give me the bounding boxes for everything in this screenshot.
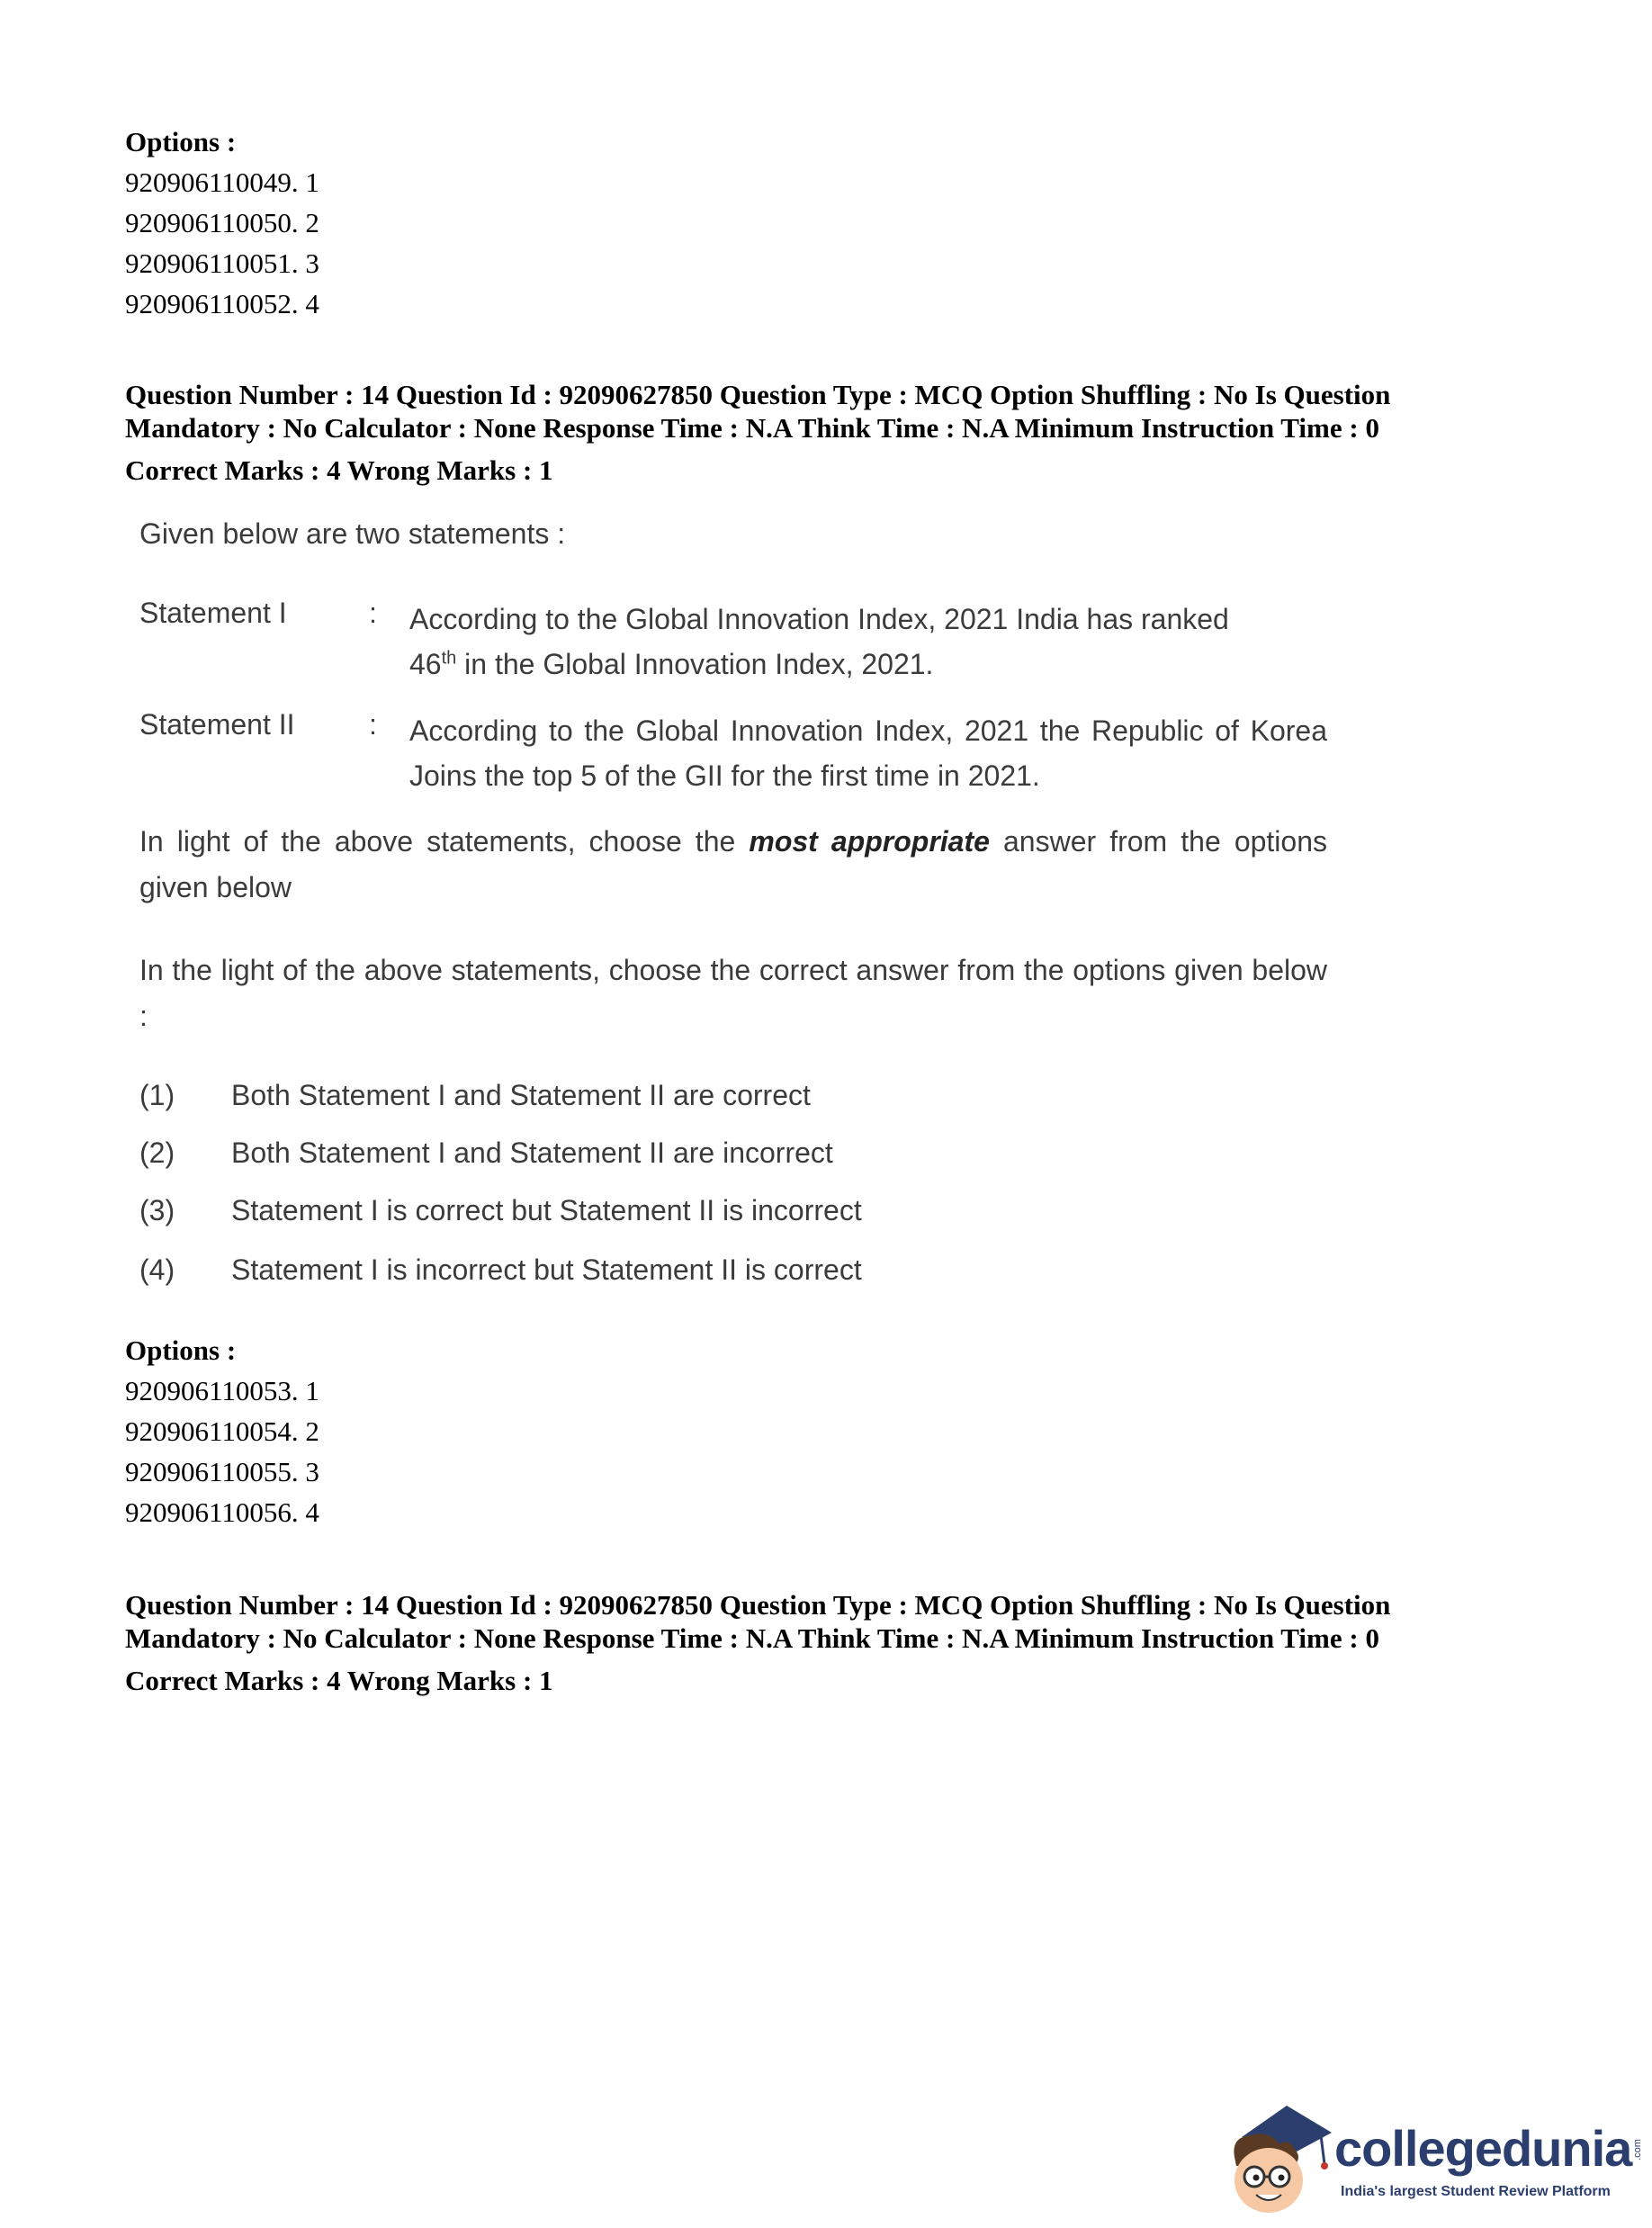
statement-label: Statement II <box>139 708 295 741</box>
option-item: 920906110051. 3 <box>125 247 319 279</box>
statement-colon: : <box>369 708 377 741</box>
choice-number: (1) <box>139 1079 175 1111</box>
instruction-paragraph <box>139 819 1327 911</box>
question-meta-line: Question Number : 14 Question Id : 92090627850 Question Type : MCQ Option Shuffling : No Is Question <box>125 379 1391 410</box>
instruction-paragraph: In the light of the above statements, choose the correct answer from the options given below : <box>139 954 1327 1032</box>
options-block-top <box>125 121 319 324</box>
statement-label: Statement I <box>139 597 287 629</box>
option-item: 920906110049. 1 <box>125 166 319 198</box>
mascot-icon <box>1224 2101 1336 2218</box>
statement-colon: : <box>369 597 377 629</box>
choice-number: (4) <box>139 1253 175 1286</box>
choice-text: Both Statement I and Statement II are incorrect <box>231 1136 833 1169</box>
question-meta <box>125 378 1565 490</box>
option-item: 920906110055. 3 <box>125 1456 319 1487</box>
logo-domain: .com <box>1631 2139 1643 2161</box>
question-marks: Correct Marks : 4 Wrong Marks : 1 <box>125 454 553 486</box>
statement-text-part: According to the Global Innovation Index, 2021 India has ranked <box>409 603 1229 635</box>
option-item: 920906110050. 2 <box>125 207 319 238</box>
rank-suffix: th <box>441 648 457 669</box>
option-item: 920906110054. 2 <box>125 1415 319 1447</box>
question-meta <box>125 1588 1565 1701</box>
option-item: 920906110056. 4 <box>125 1496 319 1528</box>
choice-text: Statement I is correct but Statement II is incorrect <box>231 1194 862 1226</box>
statement-text <box>409 597 1327 687</box>
options-heading: Options : <box>125 1334 237 1366</box>
option-item: 920906110053. 1 <box>125 1375 319 1406</box>
question-meta-line: Question Number : 14 Question Id : 92090627850 Question Type : MCQ Option Shuffling : No Is Question <box>125 1589 1391 1621</box>
statement-text-part: in the Global Innovation Index, 2021. <box>456 648 934 680</box>
options-block-bottom <box>125 1330 319 1532</box>
option-item: 920906110052. 4 <box>125 288 319 319</box>
choice-text: Statement I is incorrect but Statement II is correct <box>231 1253 862 1286</box>
question-meta-line: Mandatory : No Calculator : None Response Time : N.A Think Time : N.A Minimum Instruction Time : 0 <box>125 1622 1379 1654</box>
question-meta-line: Mandatory : No Calculator : None Response Time : N.A Think Time : N.A Minimum Instruction Time : 0 <box>125 412 1379 444</box>
question-intro: Given below are two statements : <box>139 517 566 550</box>
logo-tagline: India's largest Student Review Platform <box>1341 2184 1611 2199</box>
choice-number: (2) <box>139 1136 175 1169</box>
statement-text: According to the Global Innovation Index, 2021 the Republic of Korea Joins the top 5 of the GII for the first time in 2021. <box>409 714 1327 792</box>
options-heading: Options : <box>125 126 237 157</box>
instruction-text: In light of the above statements, choose the <box>139 825 750 858</box>
choice-number: (3) <box>139 1194 175 1226</box>
emphasis-text: most appropriate <box>749 825 990 858</box>
collegedunia-logo <box>1224 2101 1647 2218</box>
question-marks: Correct Marks : 4 Wrong Marks : 1 <box>125 1665 553 1696</box>
rank-number: 46 <box>409 648 442 680</box>
choice-text: Both Statement I and Statement II are correct <box>231 1079 811 1111</box>
logo-wordmark: collegedunia <box>1334 2120 1632 2177</box>
instruction-text: answer from the options given below <box>139 825 1328 903</box>
